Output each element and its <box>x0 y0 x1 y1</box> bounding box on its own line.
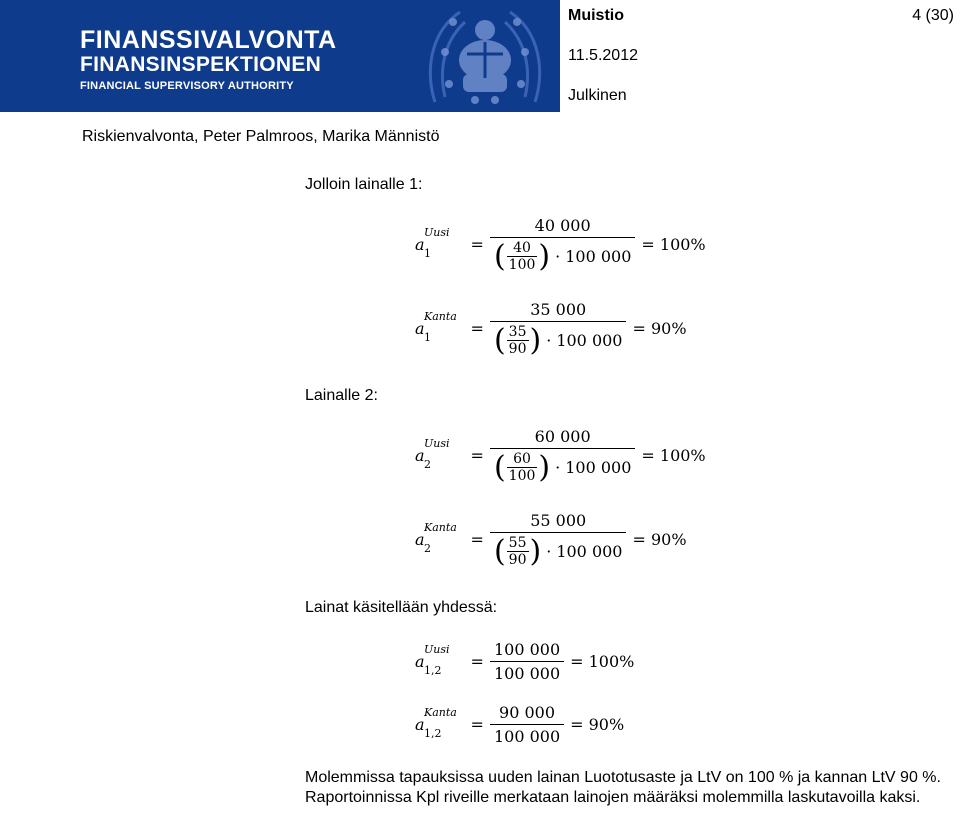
symbol: a Uusi 1 <box>415 226 450 260</box>
logo-line-1: FINANSSIVALVONTA <box>80 26 337 54</box>
equation-a2-new: a Uusi 2 = 60 000 ( $\frac{60}{100}$ ) · 100 000 = 100% <box>415 427 706 485</box>
page-number: 4 (30) <box>912 7 954 24</box>
logo-banner <box>0 0 560 112</box>
fraction: 40 000 ( $\frac{40}{100}$ ) · 100 000 <box>490 216 635 273</box>
loan1-label: Jolloin lainalle 1: <box>305 176 423 193</box>
symbol: a Kanta 2 <box>415 521 457 555</box>
symbol: a Kanta 1 <box>415 310 457 344</box>
document-classification: Julkinen <box>568 87 627 104</box>
fraction: $\frac{90 000}{100 000}$ <box>490 703 564 746</box>
lion-emblem-icon <box>415 2 555 110</box>
result: = 90% <box>632 530 687 549</box>
result: = 100% <box>641 446 706 465</box>
document-type: Muistio <box>568 7 624 24</box>
fraction: $\frac{100 000}{100 000}$ <box>490 640 564 683</box>
equation-a12-new: a Uusi 1,2 = $\frac{100 000}{100 000}$ = 100% <box>415 640 635 683</box>
loan2-label: Lainalle 2: <box>305 387 378 404</box>
equation-a12-old: a Kanta 1,2 = $\frac{90 000}{100 000}$ = 90% <box>415 703 625 746</box>
fraction: 60 000 ( $\frac{60}{100}$ ) · 100 000 <box>490 427 635 484</box>
result: = 100% <box>641 235 706 254</box>
symbol: a Kanta 1,2 <box>415 706 457 740</box>
equation-a1-new: a Uusi 1 = 40 000 ( $\frac{40}{100}$ ) · 100 000 = 100% <box>415 216 706 274</box>
combined-label: Lainat käsitellään yhdessä: <box>305 599 498 616</box>
equation-a1-old: a Kanta 1 = 35 000 ( $\frac{35}{90}$ ) · 100 000 = 90% <box>415 300 687 358</box>
logo-line-3: FINANCIAL SUPERVISORY AUTHORITY <box>80 80 294 92</box>
symbol: a Uusi 1,2 <box>415 643 450 677</box>
fraction: 35 000 ( $\frac{35}{90}$ ) · 100 000 <box>490 300 627 357</box>
symbol: a Uusi 2 <box>415 437 450 471</box>
result: = 90% <box>570 715 625 734</box>
result: = 100% <box>570 652 635 671</box>
result: = 90% <box>632 319 687 338</box>
equation-a2-old: a Kanta 2 = 55 000 ( $\frac{55}{90}$ ) · 100 000 = 90% <box>415 511 687 569</box>
conclusion-paragraph: Molemmissa tapauksissa uuden lainan Luototusaste ja LtV on 100 % ja kannan LtV 90 %. Raportoinnissa Kpl riveille merkataan lainojen määräksi molemmilla laskutavoilla kaksi. <box>305 769 941 806</box>
authors-line: Riskienvalvonta, Peter Palmroos, Marika Männistö <box>82 128 440 145</box>
document-date: 11.5.2012 <box>568 47 638 64</box>
logo-line-2: FINANSINSPEKTIONEN <box>80 53 322 76</box>
fraction: 55 000 ( $\frac{55}{90}$ ) · 100 000 <box>490 511 627 568</box>
